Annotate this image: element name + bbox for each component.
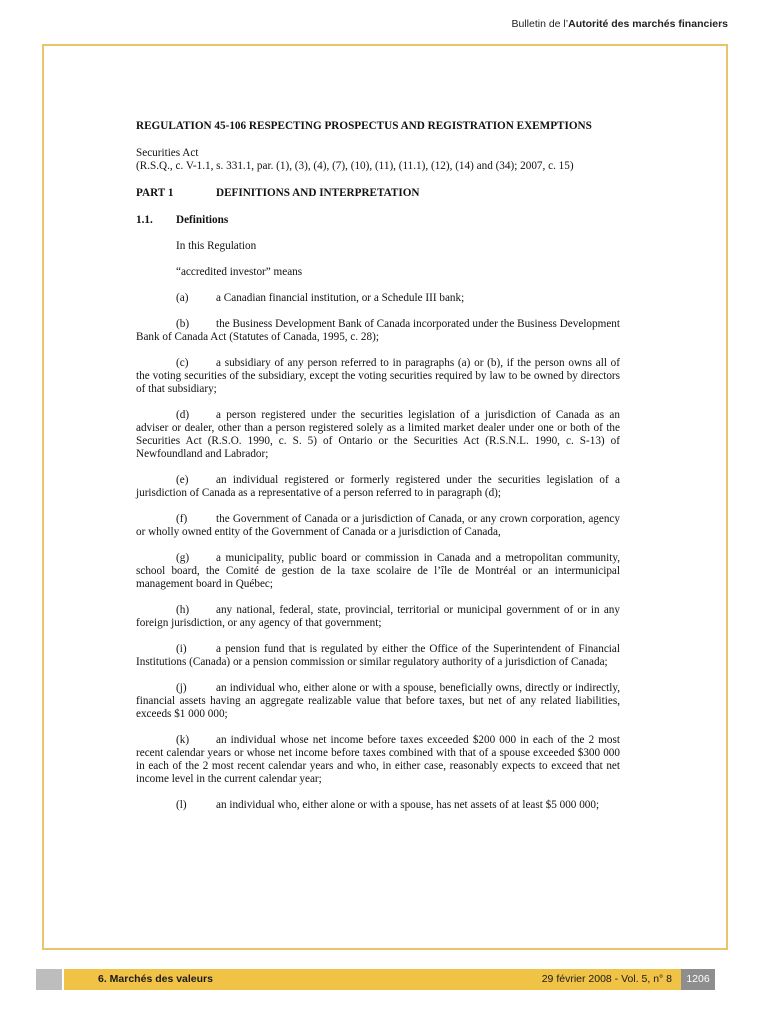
item-label: (c): [176, 357, 189, 369]
list-item: [136, 604, 620, 630]
item-text: an individual who, either alone or with a spouse, has net assets of at least $5 000 000;: [216, 799, 600, 811]
definition-list: [136, 292, 620, 812]
item-label: (b): [176, 318, 190, 330]
list-item: [136, 474, 620, 500]
footer-date-volume: 29 février 2008 - Vol. 5, n° 8: [541, 973, 672, 985]
item-text: a person registered under the securities legislation of a jurisdiction of Canada as an adviser or dealer, other than a person registered solely as a limited market dealer under one or both of the Securities Act (R.S.O. 1990, c. S. 5) of Ontario or the Securities Act (R.S.N.L. 1990, c. S-13) of Newfoundland and Labrador;: [136, 409, 620, 460]
list-item: [136, 357, 620, 396]
list-item: [136, 643, 620, 669]
part-title: DEFINITIONS AND INTERPRETATION: [216, 187, 420, 199]
item-text: a subsidiary of any person referred to in paragraphs (a) or (b), if the person owns all of the voting securities of the subsidiary, except the voting securities required by law to be owned by directors of that subsidiary;: [136, 357, 620, 395]
act-reference: (R.S.Q., c. V-1.1, s. 331.1, par. (1), (3), (4), (7), (10), (11), (11.1), (12), (14) and (34); 2007, c. 15): [136, 160, 574, 172]
item-label: (e): [176, 474, 189, 486]
bulletin-header: [511, 18, 728, 30]
list-item: [136, 318, 620, 344]
item-label: (h): [176, 604, 190, 616]
item-text: the Business Development Bank of Canada incorporated under the Business Development Bank of Canada Act (Statutes of Canada, 1995, c. 28);: [136, 318, 620, 343]
defined-term: “accredited investor” means: [176, 266, 303, 278]
part-heading: [136, 187, 620, 200]
item-label: (l): [176, 799, 187, 811]
item-label: (f): [176, 513, 188, 525]
part-number: PART 1: [136, 187, 174, 199]
section-number: 1.1.: [136, 214, 153, 226]
item-label: (d): [176, 409, 190, 421]
page-number: 1206: [681, 969, 715, 990]
header-prefix: Bulletin de l’: [511, 18, 569, 30]
item-text: an individual registered or formerly registered under the securities legislation of a jurisdiction of Canada as a representative of a person referred to in paragraph (d);: [136, 474, 620, 499]
footer-section: 6. Marchés des valeurs: [98, 973, 213, 985]
section-heading: [136, 214, 620, 227]
act-name: Securities Act: [136, 147, 199, 159]
item-text: a municipality, public board or commission in Canada and a metropolitan community, school board, the Comité de gestion de la taxe scolaire de l’île de Montréal or an intermunicipal management board in Québec;: [136, 552, 620, 590]
item-text: any national, federal, state, provincial, territorial or municipal government of or in any foreign jurisdiction, or any agency of that government;: [136, 604, 620, 629]
page-footer: [36, 969, 715, 990]
item-label: (a): [176, 292, 189, 304]
list-item: [136, 799, 620, 812]
item-text: an individual who, either alone or with a spouse, beneficially owns, directly or indirectly, financial assets having an aggregate realizable value that before taxes, but net of any related liabilities, exceeds $1 000 000;: [136, 682, 620, 720]
footer-grey-block: [36, 969, 62, 990]
footer-bar: [64, 969, 708, 990]
item-text: a pension fund that is regulated by either the Office of the Superintendent of Financial Institutions (Canada) or a pension commission or similar regulatory authority of a jurisdiction of Canada;: [136, 643, 620, 668]
intro-text: In this Regulation: [176, 240, 257, 252]
item-text: an individual whose net income before taxes exceeded $200 000 in each of the 2 most recent calendar years or whose net income before taxes combined with that of a spouse exceeded $300 000 in each of the 2 most recent calendar years and who, in either case, reasonably expects to exceed that net income level in the current calendar year;: [136, 734, 620, 785]
item-text: the Government of Canada or a jurisdiction of Canada, or any crown corporation, agency or wholly owned entity of the Government of Canada or a jurisdiction of Canada,: [136, 513, 620, 538]
section-title: Definitions: [176, 214, 229, 226]
document-title: REGULATION 45-106 RESPECTING PROSPECTUS AND REGISTRATION EXEMPTIONS: [136, 120, 592, 132]
item-text: a Canadian financial institution, or a Schedule III bank;: [216, 292, 465, 304]
item-label: (g): [176, 552, 190, 564]
list-item: [136, 682, 620, 721]
item-label: (i): [176, 643, 187, 655]
header-publisher: Autorité des marchés financiers: [568, 18, 728, 30]
list-item: [136, 292, 620, 305]
list-item: [136, 409, 620, 461]
list-item: [136, 734, 620, 786]
item-label: (j): [176, 682, 187, 694]
list-item: [136, 513, 620, 539]
list-item: [136, 552, 620, 591]
document-body: [136, 120, 620, 825]
item-label: (k): [176, 734, 190, 746]
